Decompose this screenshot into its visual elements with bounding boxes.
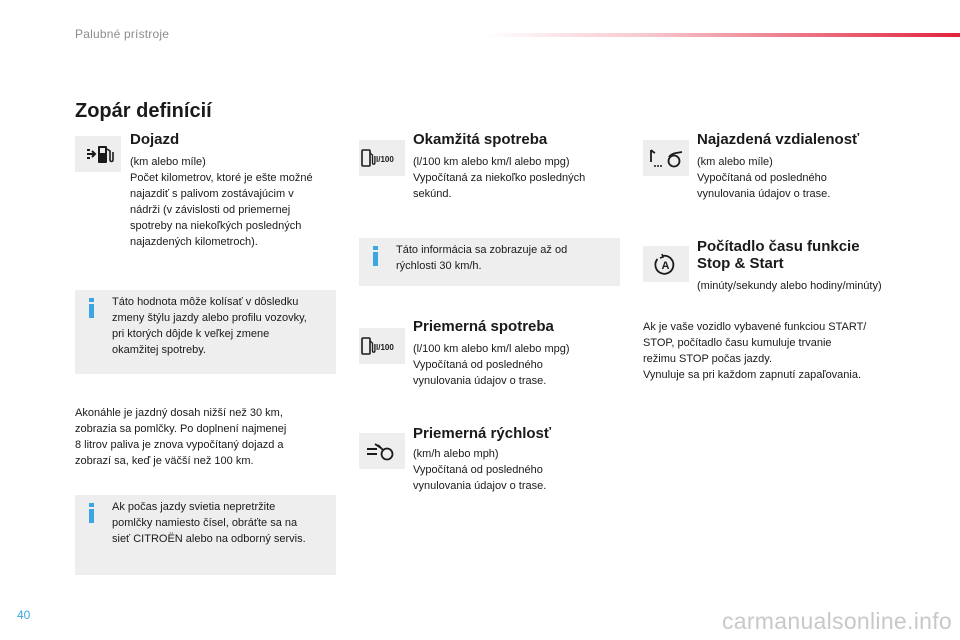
average-consumption-icon	[359, 328, 405, 364]
info-box-kolisat: Táto hodnota môže kolísať v dôsledku zmeny štýlu jazdy alebo profilu vozovky, pri ktorých dôjde k veľkej zmene okamžitej spotreby.	[75, 290, 336, 374]
priemerna-rychlost-text: (km/h alebo mph) Vypočítaná od posledného vynulovania údajov o trase.	[413, 448, 547, 492]
dojazd-text: (km alebo míle) Počet kilometrov, ktoré je ešte možné najazdiť s palivom zostávajúcim v nádrži (v závislosti od priemernej spotreby na niekoľkých posledných najazdených kilometroch).	[130, 156, 313, 248]
priemerna-rychlost-title: Priemerná rýchlosť	[413, 425, 552, 442]
okamzita-title: Okamžitá spotreba	[413, 131, 548, 148]
header-accent-bar	[485, 33, 960, 37]
info-icon	[87, 503, 97, 523]
pocitadlo-text: (minúty/sekundy alebo hodiny/minúty)	[697, 280, 882, 292]
info-box-rychlost30: Táto informácia sa zobrazuje až od rýchlosti 30 km/h.	[359, 238, 620, 286]
instant-consumption-icon	[359, 140, 405, 176]
svg-text:A: A	[661, 260, 670, 272]
pocitadlo-title: Počítadlo času funkcie Stop & Start	[697, 238, 860, 272]
priemerna-spotreba-title: Priemerná spotreba	[413, 318, 554, 335]
najazdena-title: Najazdená vzdialenosť	[697, 131, 860, 148]
info-box-pomlcky: Ak počas jazdy svietia nepretržite pomlčky namiesto čísel, obráťte sa na sieť CITROËN alebo na odborný servis.	[75, 495, 336, 575]
info-icon	[87, 298, 97, 318]
stop-start-icon	[643, 246, 689, 282]
running-header: Palubné prístroje	[75, 27, 170, 41]
average-speed-icon	[359, 433, 405, 469]
okamzita-text: (l/100 km alebo km/l alebo mpg) Vypočítaná za niekoľko posledných sekúnd.	[413, 156, 586, 200]
distance-travelled-icon	[643, 140, 689, 176]
dosah-paragraph: Akonáhle je jazdný dosah nižší než 30 km, zobrazia sa pomlčky. Po doplnení najmenej 8 litrov paliva je znova vypočítaný dojazd a zobrazí sa, keď je väčší než 100 km.	[75, 407, 287, 467]
svg-text:l/100: l/100	[376, 343, 394, 352]
watermark: carmanualsonline.info	[721, 608, 952, 634]
range-icon	[75, 136, 121, 172]
svg-text:l/100: l/100	[376, 155, 394, 164]
start-stop-paragraph: Ak je vaše vozidlo vybavené funkciou START/ STOP, počítadlo času kumuluje trvanie režimu STOP počas jazdy. Vynuluje sa pri každom zapnutí zapaľovania.	[643, 321, 867, 381]
info-icon	[371, 246, 381, 266]
dojazd-title: Dojazd	[130, 131, 180, 148]
page-title: Zopár definícií	[75, 100, 212, 122]
page-number: 40	[17, 608, 31, 622]
najazdena-text: (km alebo míle) Vypočítaná od posledného vynulovania údajov o trase.	[697, 156, 831, 200]
priemerna-spotreba-text: (l/100 km alebo km/l alebo mpg) Vypočítaná od posledného vynulovania údajov o trase.	[413, 343, 570, 387]
